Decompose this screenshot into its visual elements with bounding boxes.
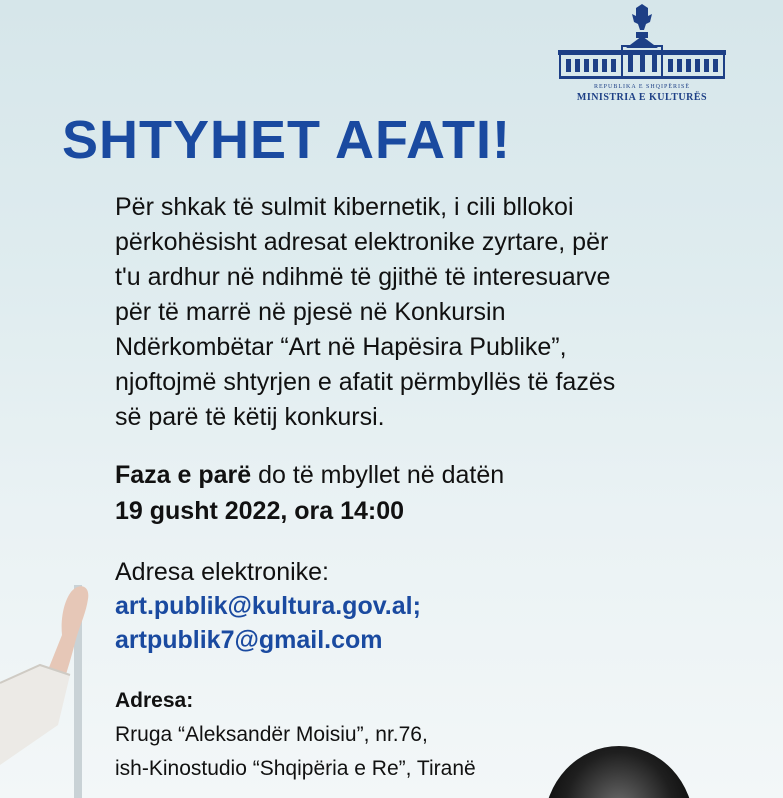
paragraph-line: njoftojmë shtyrjen e afatit përmbyllës të fazës [115, 368, 616, 396]
email-link-secondary[interactable]: artpublik7@gmail.com [115, 626, 383, 654]
address-line: Rruga “Aleksandër Moisiu”, nr.76, [115, 723, 428, 746]
logo-ministry-text: MINISTRIA E KULTURËS [576, 92, 708, 103]
address-block [115, 684, 476, 786]
announcement-paragraph [115, 190, 775, 435]
ministry-building-icon [556, 2, 728, 84]
dark-sphere-illustration [544, 746, 694, 798]
headline: SHTYHET AFATI! [62, 110, 511, 170]
paragraph-line: përkohësisht adresat elektronike zyrtare, për [115, 228, 609, 256]
deadline-block [115, 457, 504, 529]
logo-republic-text: REPUBLIKA E SHQIPËRISË [593, 84, 690, 90]
raised-hand-illustration [0, 565, 100, 798]
contact-label: Adresa elektronike: [115, 558, 330, 586]
paragraph-line: Ndërkombëtar “Art në Hapësira Publike”, [115, 333, 567, 361]
address-label: Adresa: [115, 689, 194, 712]
ministry-logo [556, 2, 728, 102]
address-line: ish-Kinostudio “Shqipëria e Re”, Tiranë [115, 757, 476, 780]
email-link-primary[interactable]: art.publik@kultura.gov.al; [115, 592, 421, 620]
deadline-date: 19 gusht 2022, ora 14:00 [115, 497, 405, 525]
phase-text: do të mbyllet në datën [251, 461, 505, 489]
contact-block [115, 555, 421, 657]
phase-label: Faza e parë [115, 461, 252, 489]
paragraph-line: për të marrë në pjesë në Konkursin [115, 298, 506, 326]
paragraph-line: së parë të këtij konkursi. [115, 403, 385, 431]
paragraph-line: Për shkak të sulmit kibernetik, i cili bllokoi [115, 193, 574, 221]
paragraph-line: t'u ardhur në ndihmë të gjithë të interesuarve [115, 263, 611, 291]
double-headed-eagle-icon [632, 4, 652, 30]
